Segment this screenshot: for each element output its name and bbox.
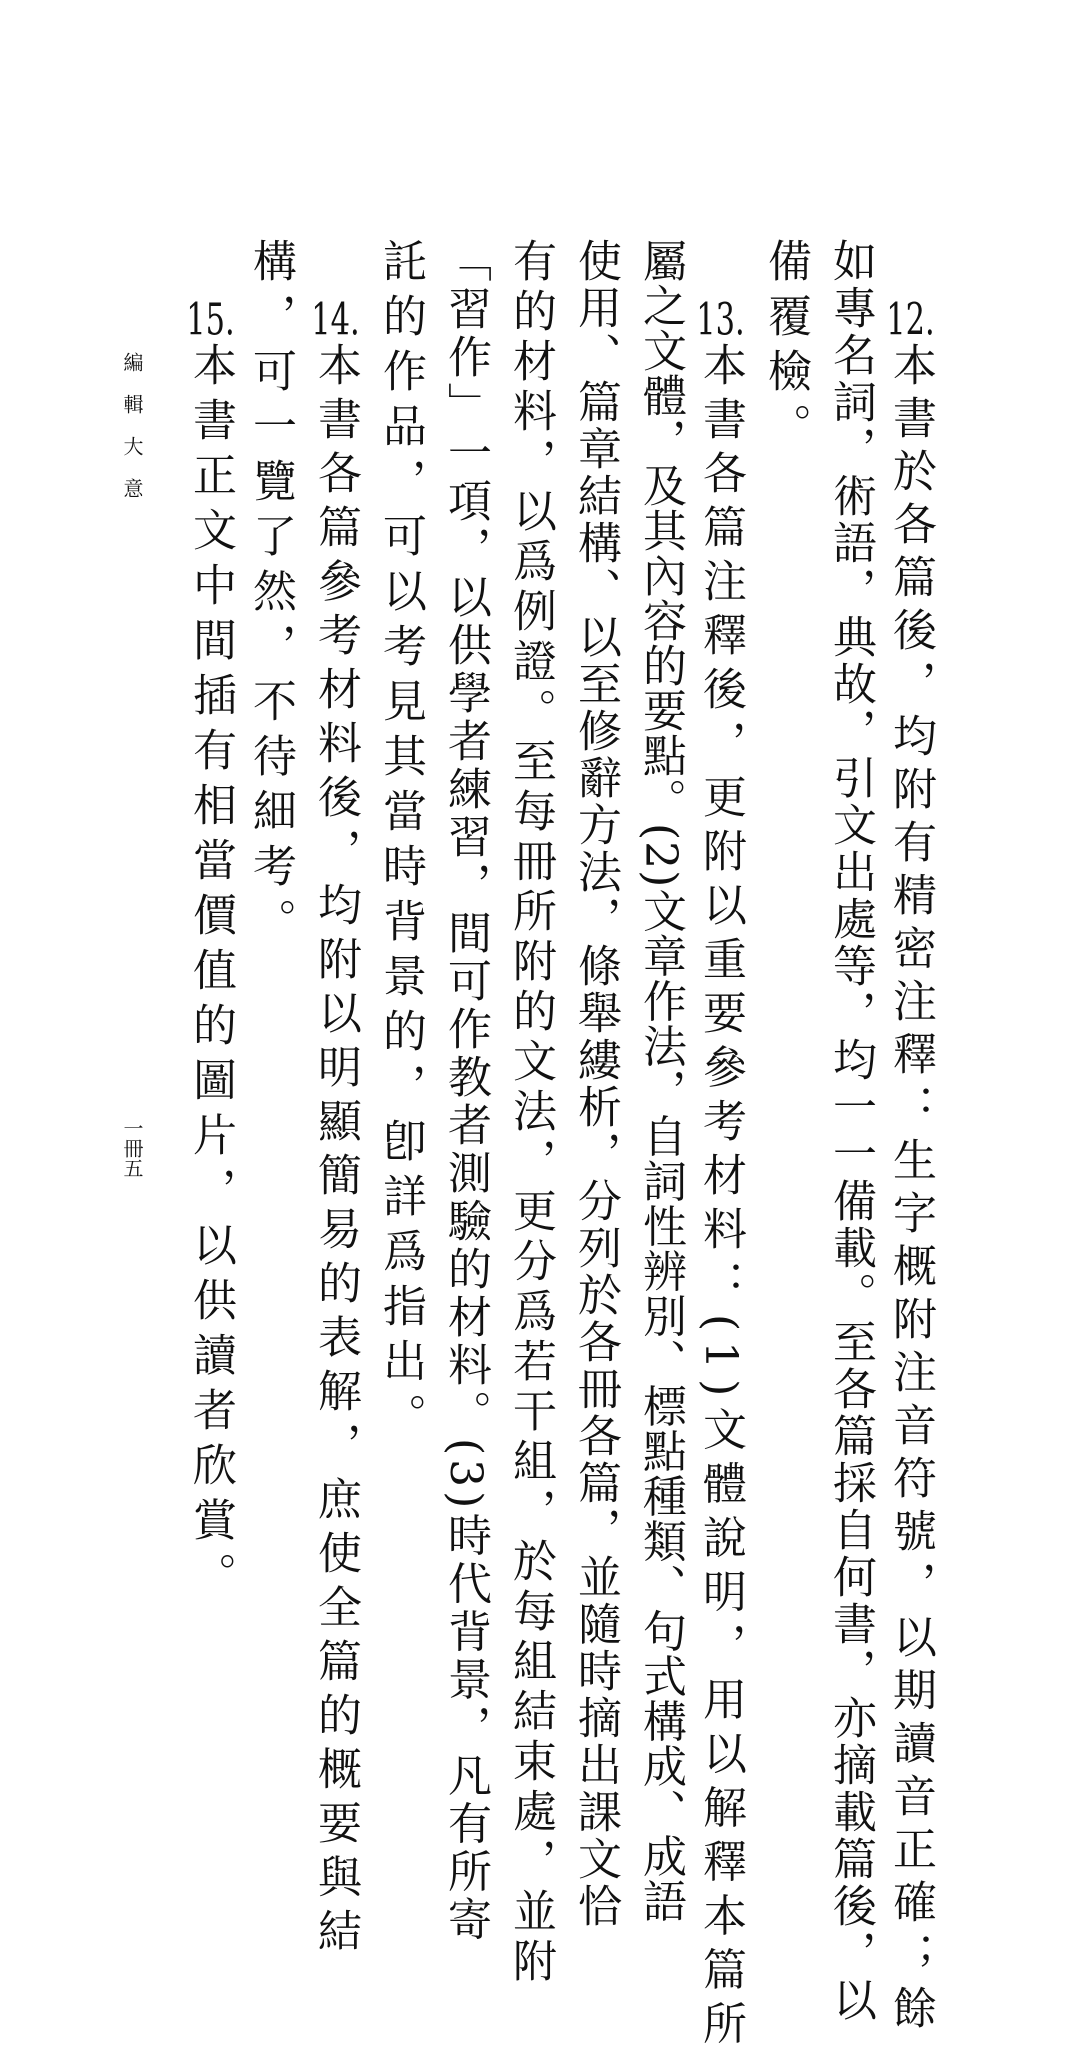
- paragraph-14-line-1: [307, 298, 363, 1962]
- paragraph-13-line-2: [632, 238, 688, 1923]
- line-text: 本書各篇注釋後，更附以重要參考材料：(1)文體說明，用以解釋本篇所: [695, 342, 746, 2054]
- paragraph-15-line-1: [182, 298, 238, 1607]
- line-text: 「習作」一項，以供學者練習，間可作教者測驗的材料。(3)時代背景，凡有所寄: [440, 238, 491, 1945]
- paragraph-12-line-3: [757, 238, 813, 458]
- item-number: 12.: [886, 298, 935, 342]
- item-number: 14.: [311, 298, 360, 342]
- page-number: 一冊五: [120, 1118, 144, 1178]
- paragraph-12-line-2: [822, 238, 878, 2024]
- line-text: 有的材料，以爲例證。至每冊所附的文法，更分爲若干組，於每組結束處，並附: [505, 238, 556, 1988]
- paragraph-13-line-5: [437, 238, 493, 1944]
- line-text: 本書各篇參考材料後，均附以明顯簡易的表解，庶使全篇的概要與結: [310, 342, 361, 1962]
- item-number: 13.: [696, 298, 745, 342]
- line-text: 使用、篇章結構、以至修辭方法，條舉縷析，分列於各冊各篇，並隨時摘出課文恰: [570, 238, 621, 1930]
- section-title: 編輯大意: [120, 352, 144, 520]
- line-text: 本書正文中間插有相當價值的圖片，以供讀者欣賞。: [185, 342, 236, 1607]
- paragraph-13-line-1: [692, 298, 748, 2054]
- line-text: 本書於各篇後，均附有精密注釋：生字概附注音符號，以期讀音正確；餘: [885, 342, 936, 2038]
- paragraph-13-line-4: [502, 238, 558, 1988]
- paragraph-14-line-2: [242, 238, 298, 953]
- paragraph-13-line-6: [372, 238, 428, 1448]
- item-number: 15.: [186, 298, 235, 342]
- line-text: 如專名詞，術語，典故，引文出處等，均一一備載。至各篇採自何書，亦摘載篇後，以: [825, 238, 876, 2024]
- paragraph-12-line-1: [882, 298, 938, 2038]
- line-text: 託的作品，可以考見其當時背景的，卽詳爲指出。: [375, 238, 426, 1448]
- paragraph-13-line-3: [567, 238, 623, 1930]
- line-text: 構，可一覽了然，不待細考。: [245, 238, 296, 953]
- line-text: 屬之文體，及其內容的要點。(2)文章作法，自詞性辨別、標點種類、句式構成、成語: [635, 238, 686, 1924]
- line-text: 備覆檢。: [760, 238, 811, 458]
